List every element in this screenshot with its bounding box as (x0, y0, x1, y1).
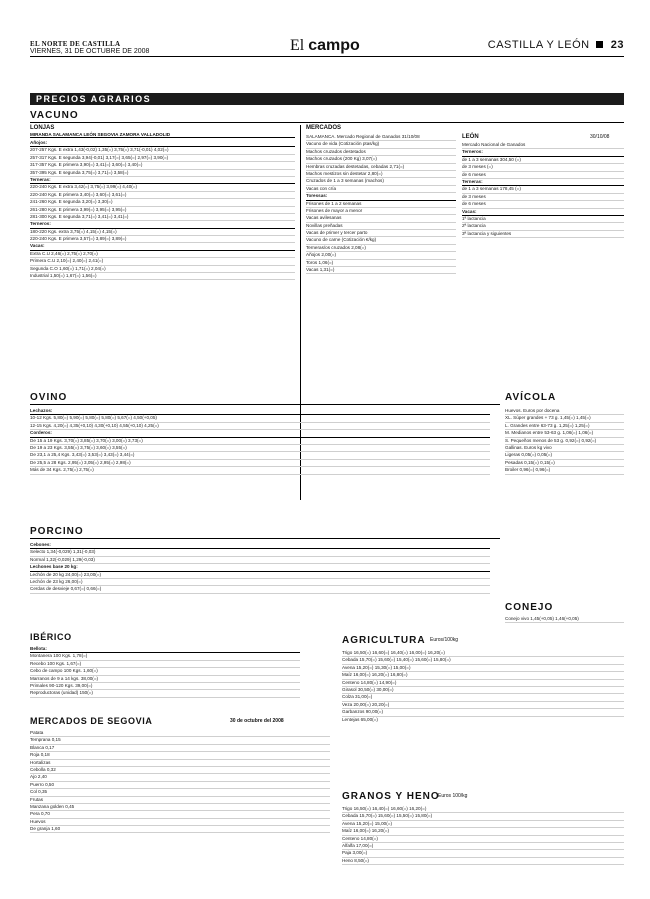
table-row: Cebada 15,70(=) 15,60(=) 15,50(=) 15,80(=) (342, 813, 624, 820)
vacuno-title: VACUNO (30, 110, 79, 121)
table-row: Selecto 1,34(-0,029) 1,31(-0,03) (30, 549, 490, 556)
table-row: Machos cruzados (200 Kg) 3,07(=) (306, 156, 456, 163)
table-row: Toros 1,06(=) (306, 260, 456, 267)
table-row: Blanca 0,17 (30, 745, 330, 752)
table-row: De granja 1,60 (30, 826, 330, 833)
table-row: Cerdas de desvieje 0,67(=) 0,66(=) (30, 586, 490, 593)
table-row: Montanera 100 Kgs. 1,78(=) (30, 653, 300, 660)
table-row: Ajo 2,40 (30, 774, 330, 781)
square-icon (596, 41, 603, 48)
page-number: 23 (610, 39, 624, 51)
section-header (290, 37, 360, 55)
table-row: Lechón de 23 kg 26,00(=) (30, 579, 490, 586)
table-row: Primera C.U 2,10(=) 2,40(=) 2,41(=) (30, 258, 295, 265)
table-row: Más de 34 Kgs. 2,75(=) 2,75(=) (30, 467, 490, 474)
granos-unit: Euros 100/kg (438, 793, 468, 799)
porcino-rule (30, 538, 500, 539)
table-row: Trigo 16,50(=) 16,60(=) 16,40(=) 16,00(=) 16,20(=) (342, 650, 624, 657)
table-row: Vacas: (462, 209, 624, 216)
lonjas-title: LONJAS (30, 125, 55, 131)
lonjas-table (30, 140, 295, 305)
table-row: Col 0,35 (30, 789, 330, 796)
table-row: Girasol 30,50(=) 30,00(=) (342, 687, 624, 694)
table-row: 220-240 Kgs. E primera 3,57(=) 3,89(=) 3,89(=) (30, 236, 295, 243)
mercados-table (306, 134, 456, 294)
table-row: L. Grandes entre 63-73 g. 1,25(=) 1,25(=) (505, 423, 624, 430)
table-row: 241-260 Kgs. E segunda 3,20(=) 3,30(=) (30, 199, 295, 206)
agricultura-title: AGRICULTURA (342, 635, 426, 646)
table-row: Machos cruzados destetados (306, 149, 456, 156)
table-row: 220-240 Kgs. E extra 3,42(=) 3,75(=) 3,99(=) 4,40(=) (30, 184, 295, 191)
table-row: Temprana 0,15 (30, 737, 330, 744)
table-row: Frisones de mayor a menor (306, 208, 456, 215)
vacuno-rule (30, 122, 624, 123)
table-row: Terneras: (30, 177, 295, 184)
table-row: Cebada 15,70(=) 15,60(=) 15,40(=) 15,60(=) 15,80(=) (342, 657, 624, 664)
table-row: Avena 15,20(=) 15,30(=) 15,00(=) (342, 665, 624, 672)
table-row: Colza 31,00(=) (342, 694, 624, 701)
table-row: Roja 0,18 (30, 752, 330, 759)
table-row: Industrial 1,50(=) 1,67(=) 1,56(=) (30, 273, 295, 280)
table-row: de 1 a 3 semanas 304,50 (=) (462, 157, 624, 164)
table-row: 2ª lactancia (462, 223, 624, 230)
table-row: Ligeras 0,05(=) 0,05(=) (505, 452, 624, 459)
table-row: Reproductoras (unidad) 150(=) (30, 690, 300, 697)
masthead (0, 0, 650, 64)
porcino-title: PORCINO (30, 526, 84, 537)
masthead-left (30, 40, 149, 56)
table-row: Paja 3,00(=) (342, 850, 624, 857)
masthead-rule (30, 56, 624, 57)
table-row: de 3 meses (462, 194, 624, 201)
region-name: CASTILLA Y LEÓN (487, 39, 590, 51)
segovia-table (30, 730, 330, 880)
table-row: Patata (30, 730, 330, 737)
table-row: 317-357 Kgs. E primera 3,90(=) 3,41(=) 3,60(=) 3,40(=) (30, 162, 295, 169)
table-row: Marranos de 9 a 14 kgs. 38,00(=) (30, 676, 300, 683)
table-row: 261-280 Kgs. E primera 3,99(=) 3,95(=) 3,95(=) (30, 207, 295, 214)
table-row: Manzana golden 0,45 (30, 804, 330, 811)
table-row: Novillas preñadas (306, 223, 456, 230)
mercados-title: MERCADOS (306, 125, 342, 131)
segovia-date: 30 de octubre del 2008 (230, 718, 284, 724)
table-row: Heno 8,50(=) (342, 858, 624, 865)
leon-table (462, 142, 624, 292)
iberico-title: IBÉRICO (30, 632, 72, 642)
table-row: Cebolla 0,32 (30, 767, 330, 774)
table-row: Añojos: (30, 140, 295, 147)
leon-date: 30/10/08 (590, 134, 610, 140)
section-name: campo (308, 37, 360, 54)
table-row: de 1 a 3 semanas 178,45 (=) (462, 186, 624, 193)
table-row: Vacas de primer y tercer parto (306, 230, 456, 237)
table-row: Lechón de 20 kg 24,00(=) 23,00(=) (30, 572, 490, 579)
table-row: Garbanzos 90,00(=) (342, 709, 624, 716)
table-row: Cebones: (30, 542, 490, 549)
table-row: M. Medianos entre 53-63 g. 1,06(=) 1,06(=) (505, 430, 624, 437)
table-row: SALAMANCA. Mercado Regional de Ganados 31/10/08 (306, 134, 456, 141)
lonjas-columns: MIRANDA SALAMANCA LEÓN SEGOVIA ZAMORA VALLADOLID (30, 132, 295, 138)
conejo-table (505, 616, 624, 636)
ovino-rule (30, 404, 500, 405)
table-row: Pesadas 0,15(=) 0,15(=) (505, 460, 624, 467)
table-row: Centeno 14,80(=) 14,90(=) (342, 680, 624, 687)
table-row: Maíz 16,00(=) 16,20(=) 16,80(=) (342, 672, 624, 679)
segovia-title: MERCADOS DE SEGOVIA (30, 716, 153, 726)
table-row: Trigo 16,50(=) 16,40(=) 16,60(=) 16,20(=) (342, 806, 624, 813)
table-row: Veza 20,00(=) 20,20(=) (342, 702, 624, 709)
table-row: Cruzados de 1 a 3 semanas (machos) (306, 178, 456, 185)
issue-date: VIERNES, 31 DE OCTUBRE DE 2008 (30, 48, 150, 55)
agricultura-unit: Euros/100kg (430, 637, 459, 643)
table-row: Pera 0,70 (30, 811, 330, 818)
table-row: Añojos 2,00(=) (306, 252, 456, 259)
table-row: Vacas: (30, 243, 295, 250)
table-row: Cebo de campo 100 Kgs. 1,60(=) (30, 668, 300, 675)
ovino-table (30, 408, 490, 518)
table-row: Lechones base 20 kg: (30, 564, 490, 571)
table-row: Avena 15,20(=) 15,00(=) (342, 821, 624, 828)
table-row: Terneros: (30, 221, 295, 228)
avicola-title: AVÍCOLA (505, 392, 557, 403)
table-row: Centeno 14,80(=) (342, 836, 624, 843)
table-row: Vacuno de vida (Cotización ptas/kg) (306, 141, 456, 148)
table-row: Bellota: (30, 646, 300, 653)
table-row: Segunda C.O 1,60(=) 1,71(=) 2,04(=) (30, 266, 295, 273)
table-row: Terneras/os cruzados 2,08(=) (306, 245, 456, 252)
table-row: 357-395 Kgs. E segunda 3,75(=) 3,71(=) 3,58(=) (30, 170, 295, 177)
table-row: Conejo vivo 1,45(+0,05) 1,46(+0,05) (505, 616, 624, 623)
table-row: Corderos: (30, 430, 490, 437)
table-row: Frisones de 1 a 2 semanas (306, 201, 456, 208)
table-row: Recebo 100 Kgs. 1,67(=) (30, 661, 300, 668)
table-row: de 6 meses (462, 201, 624, 208)
table-row: De 23,1 a 25,4 Kgs. 3,43(=) 3,53(=) 3,43(=) 3,44(=) (30, 452, 490, 459)
ovino-title: OVINO (30, 392, 68, 403)
table-row: Vacuno de carne (Cotización €/kg) (306, 237, 456, 244)
agricultura-table (342, 650, 624, 722)
table-row: De 19 a 23 Kgs. 3,55(=) 3,75(=) 3,60(=) 3,55(=) (30, 445, 490, 452)
table-row: 180-220 Kgs. extra 3,75(=) 4,15(=) 4,15(=) (30, 229, 295, 236)
granos-title: GRANOS Y HENO (342, 791, 440, 802)
table-row: Terneras: (462, 179, 624, 186)
section-prefix: El (290, 37, 305, 54)
table-row: De 15 a 19 Kgs. 3,70(=) 3,85(=) 3,70(=) 3,00(=) 3,73(=) (30, 438, 490, 445)
table-row: Broiler 0,96(=) 0,96(=) (505, 467, 624, 474)
table-row: Vacas 1,31(=) (306, 267, 456, 274)
table-row: 257-317 Kgs. E segunda 3,94(-0,01) 3,17(=) 3,65(=) 2,97(=) 3,90(=) (30, 155, 295, 162)
banner: PRECIOS AGRARIOS (30, 93, 624, 105)
table-row: de 6 meses (462, 172, 624, 179)
leon-title: LEÓN (462, 134, 479, 140)
table-row: 1ª lactancia (462, 216, 624, 223)
table-row: Normal 1,32(-0,029) 1,29(-0,03) (30, 557, 490, 564)
table-row: Mercado Nacional de Ganados (462, 142, 624, 149)
table-row: Huevos (30, 819, 330, 826)
table-row: 220-240 Kgs. E primera 3,40(=) 3,60(=) 3,61(=) (30, 192, 295, 199)
table-row: 3ª lactancia y siguientes (462, 231, 624, 238)
table-row: Vacas avilesanas (306, 215, 456, 222)
table-row: Lechazos: (30, 408, 490, 415)
table-row: Machos mestizos sin destetar 2,80(=) (306, 171, 456, 178)
table-row: Hortalizas (30, 760, 330, 767)
masthead-right (488, 39, 624, 51)
table-row: 12-15 Kgs. 4,20(=) 4,35(+0,10) 4,30(+0,10) 4,55(+0,10) 4,25(=) (30, 423, 490, 430)
granos-table (342, 806, 624, 886)
table-row: Primales 90-120 Kgs. 39,00(=) (30, 683, 300, 690)
table-row: Toressas: (306, 193, 456, 200)
table-row: 281-300 Kgs. E segunda 3,71(=) 3,41(=) 3,41(=) (30, 214, 295, 221)
porcino-table (30, 542, 490, 612)
table-row: XL. Súper grandes + 73 g. 1,45(=) 1,45(=) (505, 415, 624, 422)
table-row: Gallinas. Euros kg vivo (505, 445, 624, 452)
table-row: Vacas con cría (306, 186, 456, 193)
table-row: de 3 meses (=) (462, 164, 624, 171)
table-row: S. Pequeños menos de 53 g. 0,92(=) 0,92(=) (505, 438, 624, 445)
table-row: Maíz 16,00(=) 16,20(=) (342, 828, 624, 835)
table-row: Alfalfa 17,00(=) (342, 843, 624, 850)
table-row: Hembras cruzadas destetadas, cebadas 2,71(=) (306, 164, 456, 171)
avicola-table (505, 408, 624, 608)
iberico-table (30, 646, 300, 710)
table-row: Huevos. Euros por docena (505, 408, 624, 415)
table-row: Frutas (30, 797, 330, 804)
newspaper-name: EL NORTE DE CASTILLA (30, 40, 121, 48)
table-row: Extra C.U 2,46(=) 2,75(=) 2,70(=) (30, 251, 295, 258)
table-row: Terneros: (462, 149, 624, 156)
table-row: 10-12 Kgs. 5,80(=) 5,90(=) 5,80(=) 5,80(=) 5,67(=) 4,50(+0,05) (30, 415, 490, 422)
table-row: Puerro 0,50 (30, 782, 330, 789)
conejo-title: CONEJO (505, 602, 554, 613)
table-row: 207-257 Kgs. E extra 1,43(-0,02) 1,35(=) 3,75(=) 3,71(-0,01) 4,02(=) (30, 147, 295, 154)
table-row: De 25,5 a 28 Kgs. 2,95(=) 3,05(=) 2,95(=) 2,98(=) (30, 460, 490, 467)
table-row: Lentejas 65,00(=) (342, 717, 624, 722)
